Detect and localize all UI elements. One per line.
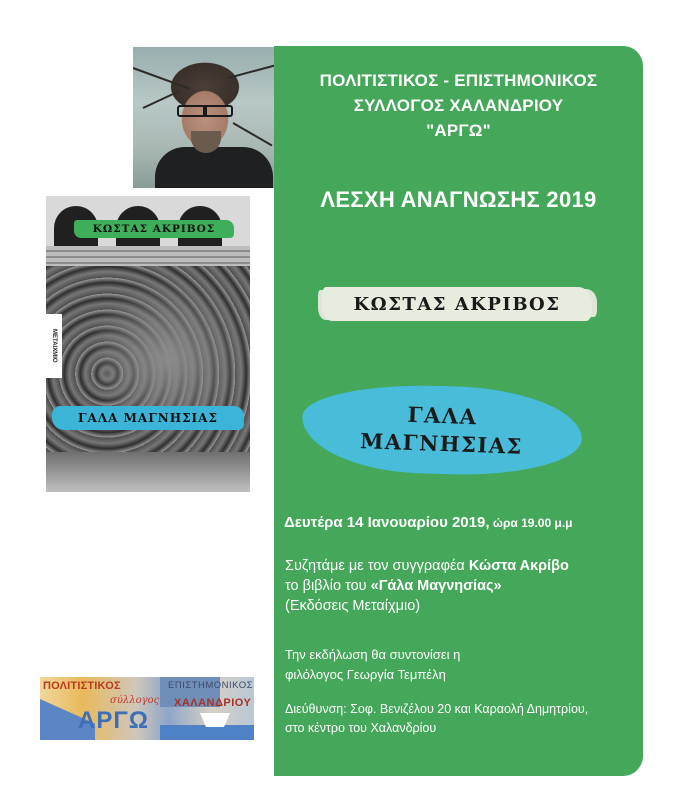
- desc-line1: Συζητάμε με τον συγγραφέα: [285, 558, 469, 574]
- club-name-line: "ΑΡΓΩ": [426, 121, 491, 140]
- club-name: [274, 68, 643, 143]
- address-info: [285, 700, 588, 738]
- event-info-panel: [274, 46, 643, 776]
- address-line: Διεύθυνση: Σοφ. Βενιζέλου 20 και Καραολή Δημητρίου,: [285, 702, 589, 716]
- moderator-info: [285, 645, 460, 685]
- author-brush-banner: [322, 287, 592, 321]
- photo-branch: [228, 64, 274, 79]
- cover-author: ΚΩΣΤΑΣ ΑΚΡΙΒΟΣ: [92, 223, 216, 235]
- club-name-line: ΣΥΛΛΟΓΟΣ ΧΑΛΑΝΔΡΙΟΥ: [353, 96, 564, 115]
- photo-jacket: [155, 147, 273, 188]
- cover-title-band: [52, 406, 244, 430]
- address-line: στο κέντρο του Χαλανδρίου: [285, 721, 437, 735]
- club-name-line: ΠΟΛΙΤΙΣΤΙΚΟΣ - ΕΠΙΣΤΗΜΟΝΙΚΟΣ: [319, 71, 598, 90]
- publisher-logo: [46, 314, 62, 378]
- desc-line2: το βιβλίο του: [285, 578, 371, 594]
- logo-word: ΑΡΓΩ: [78, 707, 150, 734]
- logo-shape: [160, 725, 254, 740]
- photo-glasses: [177, 105, 233, 117]
- publisher-label: ΜΕΤΑΙΧΜΙΟ: [51, 329, 57, 363]
- event-datetime: [284, 514, 573, 531]
- book-cover-image: [46, 196, 250, 492]
- title-banner-line: ΓΑΛΑ: [407, 401, 478, 430]
- logo-word: ΧΑΛΑΝΔΡΙΟΥ: [174, 697, 252, 709]
- author-name: Κώστα Ακρίβο: [468, 558, 569, 574]
- moderator-line: φιλόλογος Γεωργία Τεμπέλη: [285, 667, 446, 682]
- cover-title: ΓΑΛΑ ΜΑΓΝΗΣΙΑΣ: [78, 411, 218, 425]
- author-photo: [133, 47, 274, 188]
- author-banner-text: ΚΩΣΤΑΣ ΑΚΡΙΒΟΣ: [353, 293, 561, 315]
- title-brush-banner: [301, 381, 584, 479]
- logo-word: ΠΟΛΙΤΙΣΤΙΚΟΣ: [43, 680, 121, 692]
- title-banner-line: ΜΑΓΝΗΣΙΑΣ: [359, 428, 524, 459]
- moderator-line: Την εκδήλωση θα συντονίσει η: [285, 647, 461, 662]
- publisher: (Εκδόσεις Μεταίχμιο): [285, 598, 421, 614]
- club-logo: [40, 677, 254, 740]
- reading-club-title: ΛΕΣΧΗ ΑΝΑΓΝΩΣΗΣ 2019: [320, 187, 597, 212]
- cover-author-band: [74, 220, 234, 238]
- book-title: «Γάλα Μαγνησίας»: [370, 578, 502, 594]
- event-time: ώρα 19.00 μ.μ: [489, 516, 573, 530]
- photo-branch: [233, 122, 273, 146]
- event-description: [285, 556, 569, 616]
- logo-word: σύλλογος: [110, 695, 160, 706]
- cover-ground: [46, 452, 250, 492]
- cover-steps: [46, 246, 250, 266]
- logo-word: ΕΠΙΣΤΗΜΟΝΙΚΟΣ: [168, 680, 253, 691]
- photo-branch: [133, 67, 190, 89]
- event-date: Δευτέρα 14 Ιανουαρίου 2019,: [284, 514, 490, 531]
- photo-branch: [143, 90, 180, 109]
